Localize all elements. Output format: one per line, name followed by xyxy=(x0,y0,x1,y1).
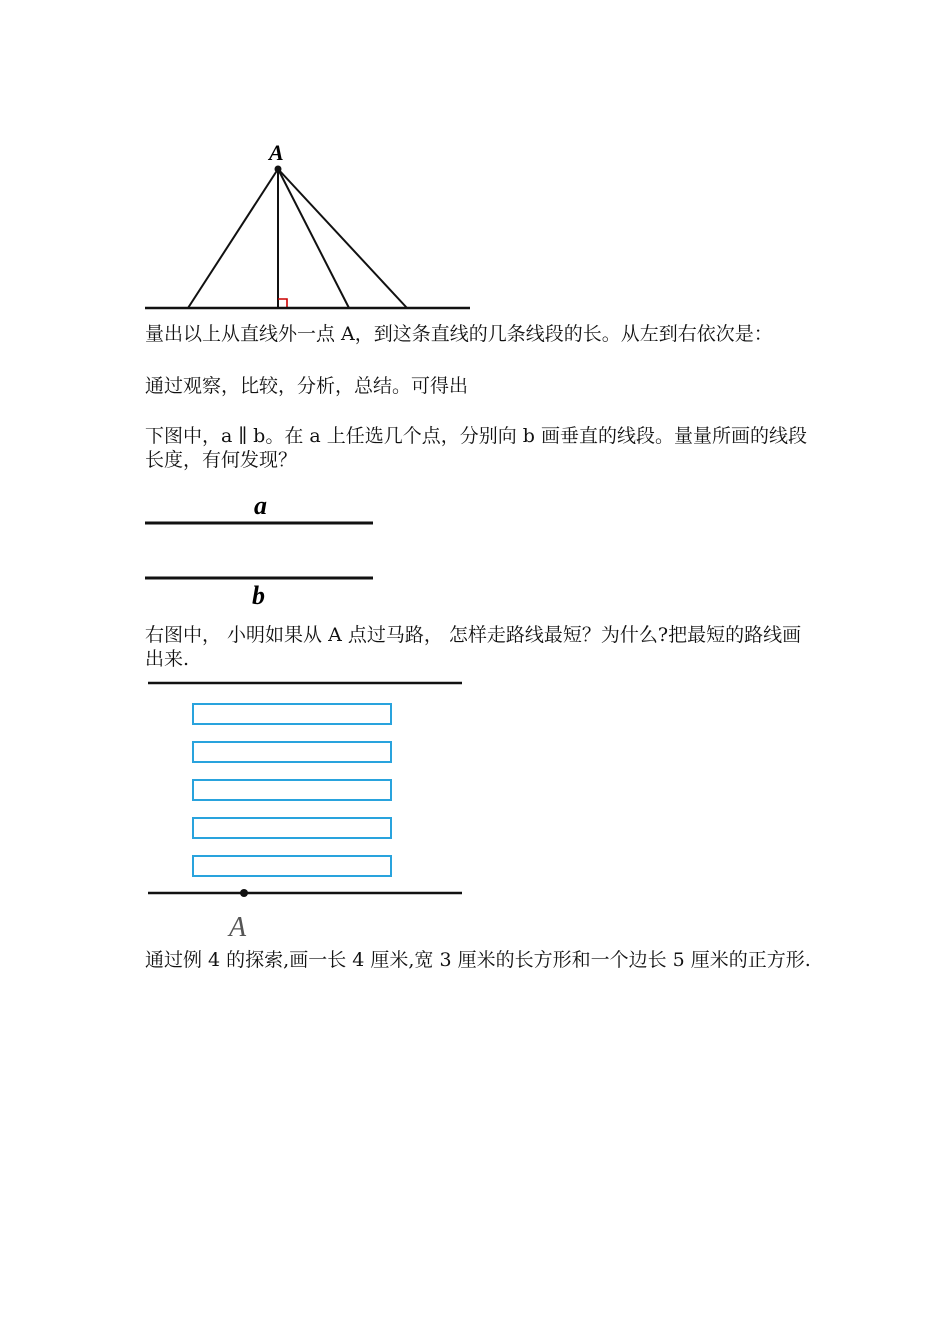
paragraph-conclusion: 通过观察，比较，分析，总结。可得出 xyxy=(145,375,469,397)
paragraph-crosswalk-question: 右图中， 小明如果从 A 点过马路， 怎样走路线最短？为什么?把最短的路线画出来. xyxy=(145,624,802,670)
figure1-point-label: A xyxy=(269,140,284,165)
paragraph-parallel-question: 下图中，a ∥ b。在 a 上任选几个点，分别向 b 画垂直的线段。量量所画的线段长度，有何发现？ xyxy=(145,425,807,471)
figure3-point-label: A xyxy=(229,912,247,943)
line-b-label: b xyxy=(252,581,265,610)
line-a-label: a xyxy=(254,491,267,520)
paragraph-measure: 量出以上从直线外一点 A，到这条直线的几条线段的长。从左到右依次是： xyxy=(145,323,773,345)
point-a-dot xyxy=(240,889,248,897)
crosswalk-stripes xyxy=(193,704,391,876)
crosswalk-stripe xyxy=(193,704,391,724)
crosswalk-stripe xyxy=(193,742,391,762)
crosswalk-stripe xyxy=(193,818,391,838)
crosswalk-stripe xyxy=(193,780,391,800)
crosswalk-stripe xyxy=(193,856,391,876)
paragraph-draw-shapes: 通过例 4 的探索,画一长 4 厘米,宽 3 厘米的长方形和一个边长 5 厘米的正方形. xyxy=(145,949,811,971)
